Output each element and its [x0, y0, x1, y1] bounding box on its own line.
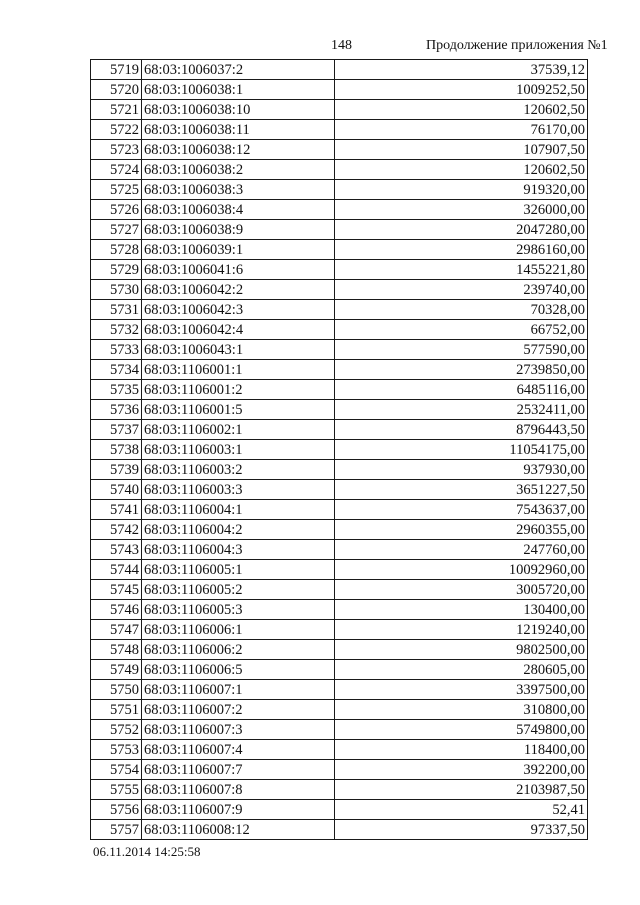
row-number-cell: 5738 [91, 440, 142, 460]
table-row [91, 140, 588, 160]
value-cell: 1219240,00 [335, 620, 588, 640]
table-row [91, 420, 588, 440]
row-number-cell: 5748 [91, 640, 142, 660]
table-row [91, 660, 588, 680]
value-cell: 8796443,50 [335, 420, 588, 440]
cadastral-code-cell: 68:03:1006038:3 [142, 180, 335, 200]
cadastral-code-cell: 68:03:1006038:9 [142, 220, 335, 240]
value-cell: 107907,50 [335, 140, 588, 160]
table-row [91, 800, 588, 820]
cadastral-code-cell: 68:03:1006042:4 [142, 320, 335, 340]
value-cell: 937930,00 [335, 460, 588, 480]
table-row [91, 600, 588, 620]
table-row [91, 740, 588, 760]
table-row [91, 220, 588, 240]
cadastral-code-cell: 68:03:1106002:1 [142, 420, 335, 440]
table-row [91, 80, 588, 100]
cadastral-code-cell: 68:03:1106007:4 [142, 740, 335, 760]
value-cell: 9802500,00 [335, 640, 588, 660]
value-cell: 11054175,00 [335, 440, 588, 460]
cadastral-code-cell: 68:03:1106007:3 [142, 720, 335, 740]
value-cell: 2532411,00 [335, 400, 588, 420]
cadastral-code-cell: 68:03:1006038:1 [142, 80, 335, 100]
row-number-cell: 5727 [91, 220, 142, 240]
table-row [91, 260, 588, 280]
cadastral-code-cell: 68:03:1106005:2 [142, 580, 335, 600]
row-number-cell: 5736 [91, 400, 142, 420]
cadastral-code-cell: 68:03:1106007:7 [142, 760, 335, 780]
row-number-cell: 5729 [91, 260, 142, 280]
row-number-cell: 5744 [91, 560, 142, 580]
table-row [91, 380, 588, 400]
value-cell: 118400,00 [335, 740, 588, 760]
row-number-cell: 5754 [91, 760, 142, 780]
value-cell: 310800,00 [335, 700, 588, 720]
cadastral-code-cell: 68:03:1106006:2 [142, 640, 335, 660]
value-cell: 1009252,50 [335, 80, 588, 100]
table-row [91, 480, 588, 500]
cadastral-code-cell: 68:03:1006042:3 [142, 300, 335, 320]
table-row [91, 60, 588, 80]
row-number-cell: 5752 [91, 720, 142, 740]
value-cell: 280605,00 [335, 660, 588, 680]
table-row [91, 580, 588, 600]
cadastral-code-cell: 68:03:1106001:1 [142, 360, 335, 380]
value-cell: 52,41 [335, 800, 588, 820]
cadastral-code-cell: 68:03:1006038:11 [142, 120, 335, 140]
cadastral-code-cell: 68:03:1106007:1 [142, 680, 335, 700]
value-cell: 3651227,50 [335, 480, 588, 500]
row-number-cell: 5726 [91, 200, 142, 220]
appendix-note: Продолжение приложения №1 [426, 38, 608, 53]
table-row [91, 300, 588, 320]
row-number-cell: 5746 [91, 600, 142, 620]
page-number: 148 [331, 38, 352, 53]
value-cell: 1455221,80 [335, 260, 588, 280]
table-row [91, 500, 588, 520]
table-row [91, 680, 588, 700]
table-body [91, 60, 588, 840]
value-cell: 66752,00 [335, 320, 588, 340]
row-number-cell: 5720 [91, 80, 142, 100]
value-cell: 3005720,00 [335, 580, 588, 600]
cadastral-code-cell: 68:03:1006037:2 [142, 60, 335, 80]
row-number-cell: 5757 [91, 820, 142, 840]
row-number-cell: 5749 [91, 660, 142, 680]
cadastral-code-cell: 68:03:1006041:6 [142, 260, 335, 280]
row-number-cell: 5734 [91, 360, 142, 380]
cadastral-code-cell: 68:03:1106001:2 [142, 380, 335, 400]
table-row [91, 620, 588, 640]
table-row [91, 520, 588, 540]
value-cell: 70328,00 [335, 300, 588, 320]
table-row [91, 180, 588, 200]
cadastral-code-cell: 68:03:1006038:4 [142, 200, 335, 220]
cadastral-code-cell: 68:03:1106006:5 [142, 660, 335, 680]
table-row [91, 100, 588, 120]
row-number-cell: 5724 [91, 160, 142, 180]
value-cell: 37539,12 [335, 60, 588, 80]
row-number-cell: 5725 [91, 180, 142, 200]
table-row [91, 400, 588, 420]
table-row [91, 720, 588, 740]
table-row [91, 240, 588, 260]
table-row [91, 120, 588, 140]
row-number-cell: 5740 [91, 480, 142, 500]
row-number-cell: 5753 [91, 740, 142, 760]
footer-timestamp: 06.11.2014 14:25:58 [93, 844, 201, 859]
value-cell: 10092960,00 [335, 560, 588, 580]
table-row [91, 340, 588, 360]
row-number-cell: 5719 [91, 60, 142, 80]
row-number-cell: 5730 [91, 280, 142, 300]
cadastral-code-cell: 68:03:1006043:1 [142, 340, 335, 360]
cadastral-code-cell: 68:03:1106004:2 [142, 520, 335, 540]
value-cell: 76170,00 [335, 120, 588, 140]
value-cell: 2739850,00 [335, 360, 588, 380]
row-number-cell: 5742 [91, 520, 142, 540]
cadastral-code-cell: 68:03:1106006:1 [142, 620, 335, 640]
cadastral-code-cell: 68:03:1106007:8 [142, 780, 335, 800]
table-row [91, 320, 588, 340]
value-cell: 97337,50 [335, 820, 588, 840]
table-row [91, 760, 588, 780]
row-number-cell: 5751 [91, 700, 142, 720]
cadastral-code-cell: 68:03:1106004:3 [142, 540, 335, 560]
value-cell: 130400,00 [335, 600, 588, 620]
row-number-cell: 5737 [91, 420, 142, 440]
cadastral-code-cell: 68:03:1106003:2 [142, 460, 335, 480]
row-number-cell: 5732 [91, 320, 142, 340]
cadastral-code-cell: 68:03:1106005:1 [142, 560, 335, 580]
value-cell: 919320,00 [335, 180, 588, 200]
value-cell: 2103987,50 [335, 780, 588, 800]
row-number-cell: 5735 [91, 380, 142, 400]
table-row [91, 560, 588, 580]
row-number-cell: 5722 [91, 120, 142, 140]
table-row [91, 360, 588, 380]
cadastral-code-cell: 68:03:1106003:3 [142, 480, 335, 500]
row-number-cell: 5755 [91, 780, 142, 800]
cadastral-code-cell: 68:03:1106001:5 [142, 400, 335, 420]
cadastral-code-cell: 68:03:1006042:2 [142, 280, 335, 300]
table-row [91, 200, 588, 220]
row-number-cell: 5721 [91, 100, 142, 120]
row-number-cell: 5731 [91, 300, 142, 320]
value-cell: 5749800,00 [335, 720, 588, 740]
row-number-cell: 5728 [91, 240, 142, 260]
cadastral-code-cell: 68:03:1106008:12 [142, 820, 335, 840]
row-number-cell: 5733 [91, 340, 142, 360]
table-row [91, 460, 588, 480]
data-table [90, 59, 588, 840]
cadastral-code-cell: 68:03:1106007:9 [142, 800, 335, 820]
cadastral-code-cell: 68:03:1106003:1 [142, 440, 335, 460]
value-cell: 2047280,00 [335, 220, 588, 240]
value-cell: 7543637,00 [335, 500, 588, 520]
value-cell: 6485116,00 [335, 380, 588, 400]
table-row [91, 820, 588, 840]
value-cell: 392200,00 [335, 760, 588, 780]
table-row [91, 440, 588, 460]
row-number-cell: 5747 [91, 620, 142, 640]
row-number-cell: 5745 [91, 580, 142, 600]
value-cell: 326000,00 [335, 200, 588, 220]
value-cell: 577590,00 [335, 340, 588, 360]
value-cell: 2986160,00 [335, 240, 588, 260]
table-row [91, 640, 588, 660]
cadastral-code-cell: 68:03:1006038:10 [142, 100, 335, 120]
table-row [91, 700, 588, 720]
table-row [91, 280, 588, 300]
row-number-cell: 5743 [91, 540, 142, 560]
value-cell: 120602,50 [335, 100, 588, 120]
row-number-cell: 5741 [91, 500, 142, 520]
cadastral-code-cell: 68:03:1106004:1 [142, 500, 335, 520]
cadastral-code-cell: 68:03:1006039:1 [142, 240, 335, 260]
value-cell: 120602,50 [335, 160, 588, 180]
table-row [91, 160, 588, 180]
row-number-cell: 5739 [91, 460, 142, 480]
value-cell: 2960355,00 [335, 520, 588, 540]
cadastral-code-cell: 68:03:1106007:2 [142, 700, 335, 720]
cadastral-code-cell: 68:03:1006038:2 [142, 160, 335, 180]
table-row [91, 540, 588, 560]
row-number-cell: 5750 [91, 680, 142, 700]
cadastral-code-cell: 68:03:1006038:12 [142, 140, 335, 160]
value-cell: 3397500,00 [335, 680, 588, 700]
cadastral-code-cell: 68:03:1106005:3 [142, 600, 335, 620]
row-number-cell: 5723 [91, 140, 142, 160]
table-row [91, 780, 588, 800]
row-number-cell: 5756 [91, 800, 142, 820]
value-cell: 247760,00 [335, 540, 588, 560]
value-cell: 239740,00 [335, 280, 588, 300]
